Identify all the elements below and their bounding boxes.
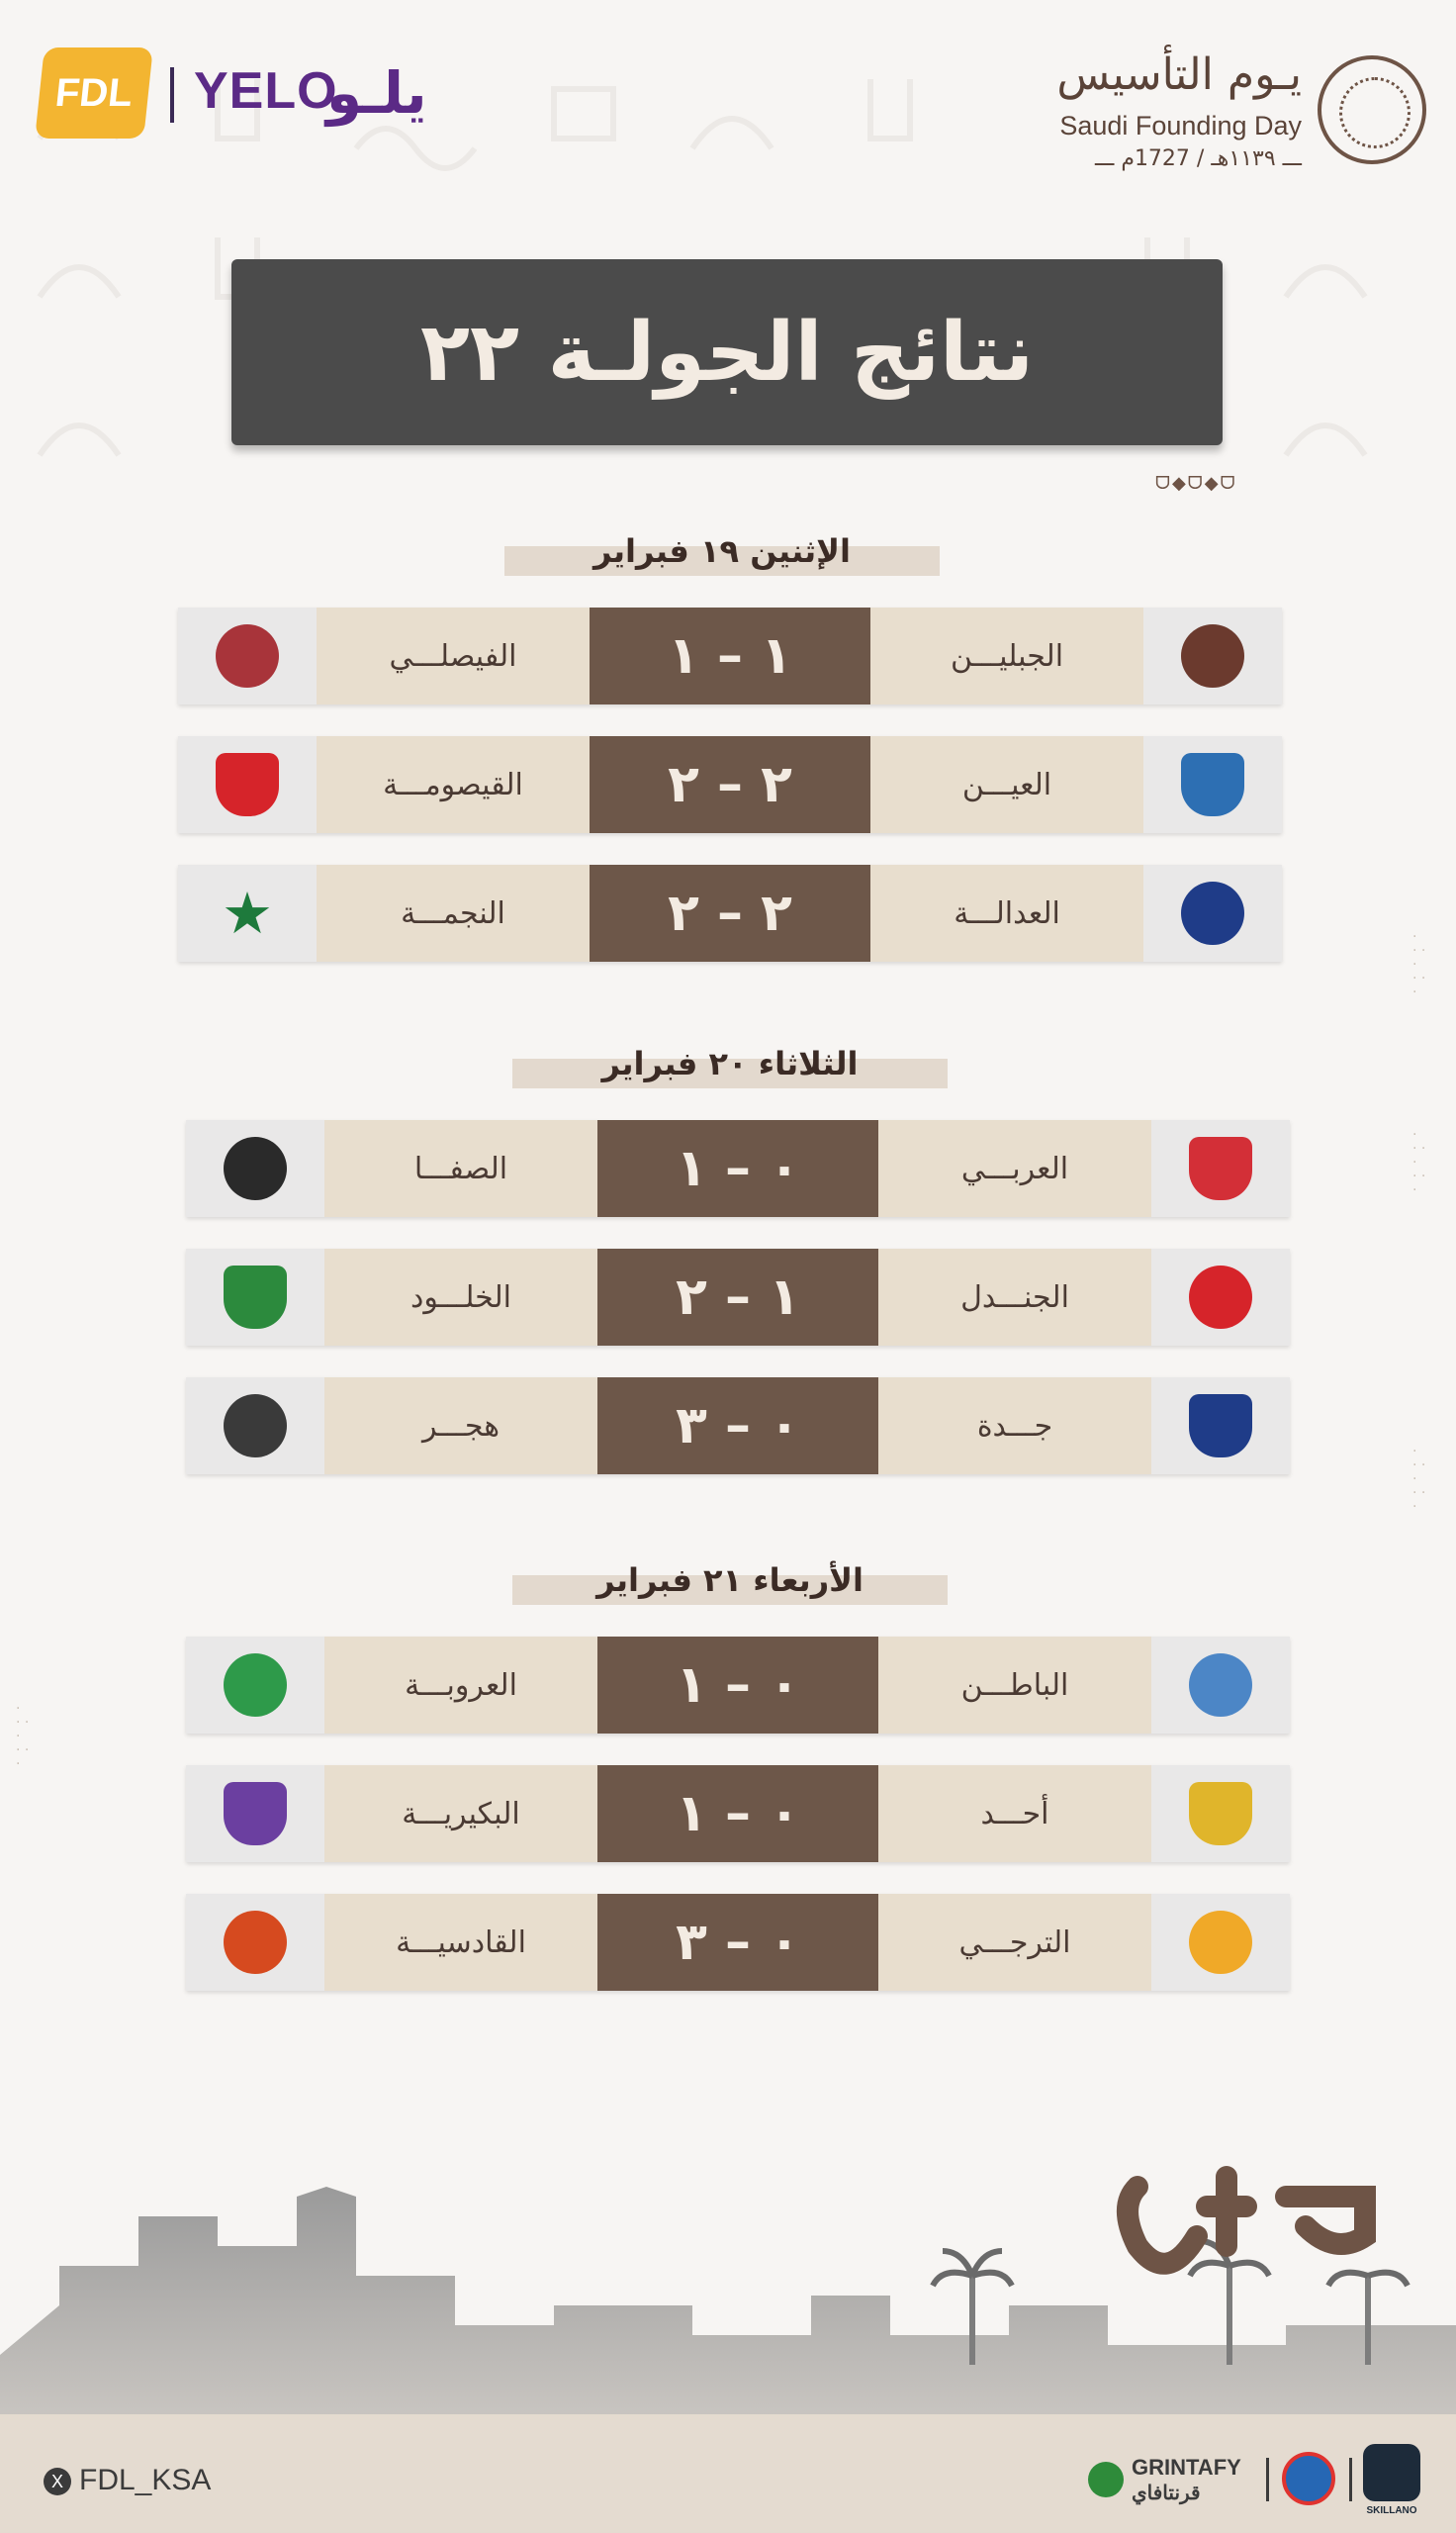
home-team-logo xyxy=(1143,608,1282,704)
away-team-logo xyxy=(178,608,317,704)
match-row xyxy=(186,1249,1290,1346)
match-score: ٢ – ٢ xyxy=(590,736,870,833)
home-team: العربـــي xyxy=(878,1120,1151,1217)
saudi-founding-day-logo xyxy=(1050,49,1426,178)
match-row xyxy=(186,1894,1290,1991)
match-row xyxy=(178,865,1282,962)
founding-day-en: Saudi Founding Day xyxy=(1059,111,1302,141)
football-icon xyxy=(1088,2462,1124,2497)
match-score: ١ – ١ xyxy=(590,608,870,704)
star-crest-icon: ★ xyxy=(222,880,273,947)
side-dots-decoration: · · · · · · · xyxy=(1412,1444,1426,1515)
match-row xyxy=(186,1765,1290,1862)
away-team-logo xyxy=(178,736,317,833)
social-handle[interactable] xyxy=(44,2464,211,2497)
founding-day-years: ـــ ١١٣٩هـ / 1727م ـــ xyxy=(1094,146,1302,171)
team-crest-icon xyxy=(224,1266,287,1329)
diriyah-skyline-illustration xyxy=(0,2157,1456,2454)
home-team-logo xyxy=(1151,1637,1290,1734)
team-crest-icon xyxy=(1189,1137,1252,1200)
yelo-logo-ar: يلـو xyxy=(326,59,427,127)
title-ornament-icon: ᗜ◆ᗜ◆ᗜ xyxy=(1155,473,1237,494)
logo-divider xyxy=(170,67,174,123)
side-dots-decoration: · · · · · · · xyxy=(1412,1127,1426,1198)
grintafy-en: GRINTAFY xyxy=(1132,2454,1241,2480)
match-score: ٠ – ١ xyxy=(597,1637,878,1734)
team-crest-icon xyxy=(1181,882,1244,945)
home-team-logo xyxy=(1151,1377,1290,1474)
away-team-logo xyxy=(186,1120,324,1217)
match-score: ٠ – ٣ xyxy=(597,1377,878,1474)
team-crest-icon xyxy=(224,1911,287,1974)
away-team: البكيريـــة xyxy=(324,1765,597,1862)
match-date: الثلاثاء ٢٠ فبراير xyxy=(601,1045,859,1082)
away-team: الخلـــود xyxy=(324,1249,597,1346)
team-crest-icon xyxy=(1189,1911,1252,1974)
team-crest-icon xyxy=(224,1394,287,1457)
skillano-logo xyxy=(1363,2444,1420,2501)
team-crest-icon xyxy=(1189,1653,1252,1717)
fdl-logo: FDL xyxy=(35,47,153,139)
match-row xyxy=(186,1120,1290,1217)
team-crest-icon xyxy=(216,624,279,688)
away-team-logo xyxy=(186,1637,324,1734)
match-date: الإثنين ١٩ فبراير xyxy=(593,532,851,570)
away-team-logo xyxy=(186,1377,324,1474)
x-twitter-icon: X xyxy=(44,2468,71,2495)
home-team-logo xyxy=(1143,736,1282,833)
match-score: ٢ – ٢ xyxy=(590,865,870,962)
match-score: ١ – ٢ xyxy=(597,1249,878,1346)
grintafy-ar: قرنتافاي xyxy=(1132,2482,1201,2504)
yelo-logo-en: YELO xyxy=(194,62,338,120)
home-team-logo xyxy=(1151,1120,1290,1217)
skillano-text: SKILLANO xyxy=(1366,2505,1417,2516)
home-team: الباطـــن xyxy=(878,1637,1151,1734)
away-team: هجـــر xyxy=(324,1377,597,1474)
match-score: ٠ – ١ xyxy=(597,1120,878,1217)
home-team-logo xyxy=(1151,1249,1290,1346)
match-date: الأربعاء ٢١ فبراير xyxy=(596,1561,864,1599)
match-row xyxy=(186,1377,1290,1474)
match-score: ٠ – ٣ xyxy=(597,1894,878,1991)
home-team: جـــدة xyxy=(878,1377,1151,1474)
match-row xyxy=(186,1637,1290,1734)
away-team-logo xyxy=(186,1765,324,1862)
footer-divider xyxy=(1266,2458,1269,2501)
match-row xyxy=(178,736,1282,833)
away-team: النجمـــة xyxy=(317,865,590,962)
away-team: الصفـــا xyxy=(324,1120,597,1217)
team-crest-icon xyxy=(224,1653,287,1717)
home-team: العدالـــة xyxy=(870,865,1143,962)
team-crest-icon xyxy=(1181,624,1244,688)
home-team: العيـــن xyxy=(870,736,1143,833)
home-team: الترجـــي xyxy=(878,1894,1151,1991)
match-score: ٠ – ١ xyxy=(597,1765,878,1862)
team-crest-icon xyxy=(224,1137,287,1200)
founding-day-emblem-icon xyxy=(1128,2177,1365,2264)
founding-seal-icon xyxy=(1318,55,1426,164)
team-crest-icon xyxy=(1181,753,1244,816)
away-team: العروبـــة xyxy=(324,1637,597,1734)
away-team-logo xyxy=(186,1249,324,1346)
team-crest-icon xyxy=(1189,1266,1252,1329)
match-row xyxy=(178,608,1282,704)
round-title: نتائج الجولـة ٢٢ xyxy=(231,259,1223,445)
away-team-logo xyxy=(186,1894,324,1991)
home-team: أحـــد xyxy=(878,1765,1151,1862)
team-crest-icon xyxy=(224,1782,287,1845)
social-handle-text: FDL_KSA xyxy=(79,2464,212,2496)
footer-divider xyxy=(1349,2458,1352,2501)
away-team: الفيصلـــي xyxy=(317,608,590,704)
home-team: الجنـــدل xyxy=(878,1249,1151,1346)
team-crest-icon xyxy=(1189,1782,1252,1845)
founding-day-ar: يـوم التأسيس xyxy=(1056,49,1302,100)
sponsor-circle-logo xyxy=(1282,2452,1335,2505)
home-team: الجبليـــن xyxy=(870,608,1143,704)
side-dots-decoration: · · · · · · · xyxy=(1412,929,1426,1000)
away-team: القيصومـــة xyxy=(317,736,590,833)
home-team-logo xyxy=(1151,1765,1290,1862)
grintafy-logo xyxy=(1088,2450,1241,2509)
team-crest-icon xyxy=(216,753,279,816)
away-team-logo xyxy=(178,865,317,962)
home-team-logo xyxy=(1151,1894,1290,1991)
home-team-logo xyxy=(1143,865,1282,962)
team-crest-icon xyxy=(1189,1394,1252,1457)
away-team: القادسيـــة xyxy=(324,1894,597,1991)
side-dots-decoration: · · · · · · · xyxy=(16,1701,30,1772)
